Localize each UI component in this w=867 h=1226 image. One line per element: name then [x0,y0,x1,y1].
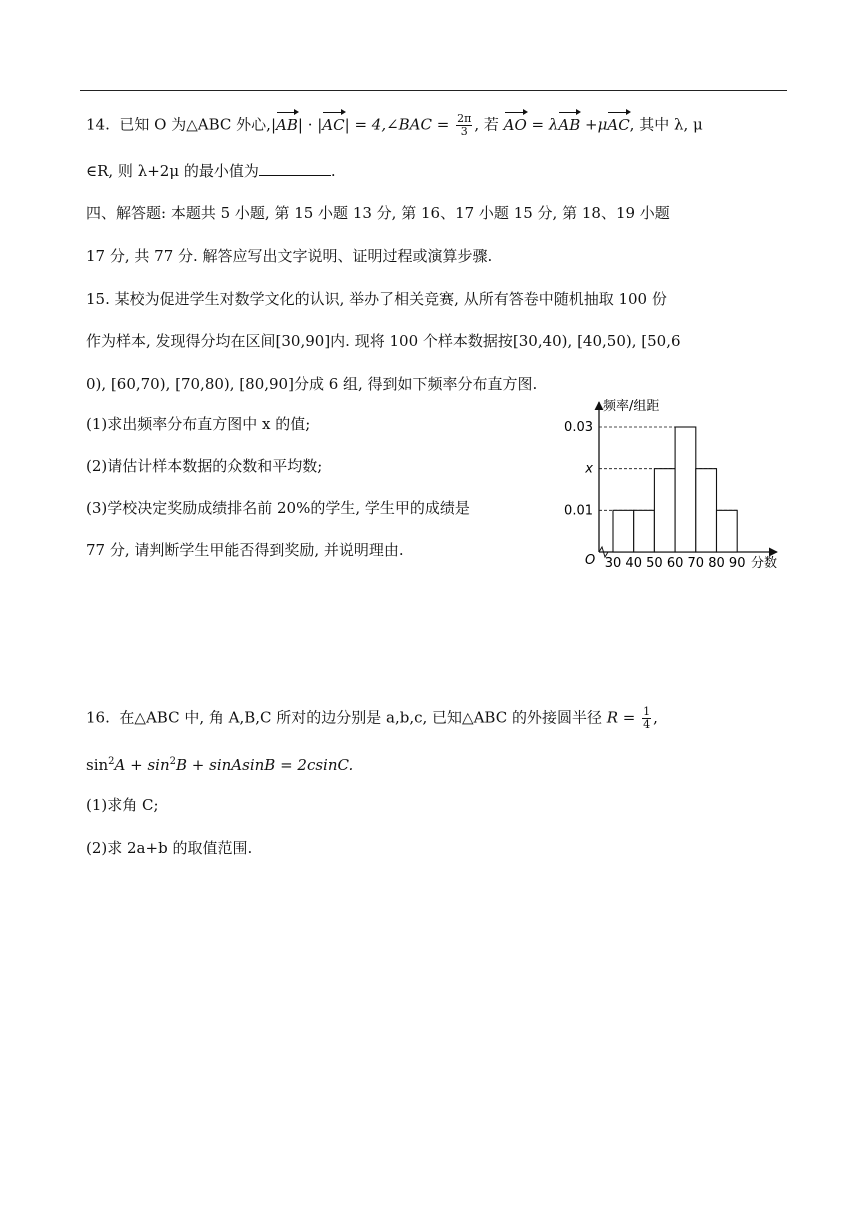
q14-line2-end: . [330,162,336,180]
q15-part3b: 77 分, 请判断学生甲能否得到奖励, 并说明理由. [86,541,404,559]
q16-part2: (2)求 2a+b 的取值范围. [86,839,253,857]
q16-number: 16. [86,708,110,727]
q14-line2 [86,161,336,181]
histogram-bar-5 [717,510,738,552]
q16-eq-mid: A + sin [114,756,170,774]
q16-eq-end: B + sinAsinB = 2csinC. [176,756,354,774]
q16-eq-sq1: 2 [108,756,115,767]
q16-frac-num: 1 [643,705,651,718]
q16-part1: (1)求角 C; [86,796,159,814]
x-tick-label-3: 60 [666,556,684,571]
q14-text-c: , 其中 λ, μ [629,115,703,134]
y-tick-label-0: 0.01 [564,503,593,519]
x-tick-label-2: 50 [646,556,663,571]
q16-r-var: R [606,708,619,727]
histogram-bar-1 [634,510,655,552]
section4-line2: 17 分, 共 77 分. 解答应写出文字说明、证明过程或演算步骤. [86,247,493,265]
x-tick-label-5: 80 [708,556,725,571]
q14-vec-ac-2: AC [607,115,630,134]
q14-number: 14. [86,115,110,134]
q14-frac-num: 2π [457,112,472,125]
q14-frac-den: 3 [460,125,468,138]
q16-frac-den: 4 [643,718,651,731]
q14-fraction [456,113,472,138]
q14-vec-ao: AO [503,115,527,134]
histogram-bar-3 [675,427,696,552]
q14-text-b: , 若 [474,115,504,134]
q14-eq-lambda: = λ [526,115,559,134]
q14-abs-ac: |AC| [317,115,350,134]
x-tick-label-4: 70 [687,556,705,571]
frequency-histogram [555,396,790,576]
y-tick-label-2: 0.03 [564,420,593,435]
y-tick-label-1: x [585,461,593,477]
q16-fraction [642,706,651,731]
q15-line2: 作为样本, 发现得分均在区间[30,90]内. 现将 100 个样本数据按[30,40), [40,50), [50,6 [86,332,681,350]
histogram-bar-2 [654,469,675,552]
q14-vec-ab-1: AB [276,115,298,134]
x-tick-label-0: 30 [604,556,622,571]
q16-eq-sin1: sin [86,756,109,774]
q14-line2-text: ∈R, 则 λ+2μ 的最小值为 [86,162,259,180]
q14-text-a: 已知 O 为△ABC 外心, [119,115,271,134]
q14-answer-blank [259,161,331,176]
x-tick-label-6: 90 [728,556,746,571]
q16-eq-sq2: 2 [169,756,176,767]
q15-line1: 15. 某校为促进学生对数学文化的认识, 举办了相关竞赛, 从所有答卷中随机抽取 100 份 [86,290,667,308]
y-axis-label: 频率/组距 [603,399,660,414]
q14-abs-ab: |AB| [270,115,303,134]
q15-line3: 0), [60,70), [70,80), [80,90]分成 6 组, 得到如下频率分布直方图. [86,375,538,393]
q14-eq4: = 4,∠BAC = [349,115,455,134]
q14-plus-mu: +μ [580,115,608,134]
q14-dot: · [302,115,318,134]
histogram-bar-4 [696,469,717,552]
section4-line1: 四、解答题: 本题共 5 小题, 第 15 小题 13 分, 第 16、17 小题 15 分, 第 18、19 小题 [86,204,670,222]
q14-vec-ab-2: AB [558,115,581,134]
q16-r-eq: = [618,708,641,727]
q16-comma: , [653,708,658,727]
q15-part3a: (3)学校决定奖励成绩排名前 20%的学生, 学生甲的成绩是 [86,499,470,517]
q16-text: 在△ABC 中, 角 A,B,C 所对的边分别是 a,b,c, 已知△ABC 的外接圆半径 [119,708,607,727]
q15-part2: (2)请估计样本数据的众数和平均数; [86,457,323,475]
q14-vec-ac-1: AC [322,115,345,134]
x-tick-label-1: 40 [625,556,642,571]
origin-label: O [585,553,596,568]
q16-equation [86,752,353,775]
q16-line1 [86,706,658,731]
q15-part1: (1)求出频率分布直方图中 x 的值; [86,415,311,433]
x-axis-label: 分数 [751,556,778,571]
q14-line1 [86,113,703,138]
top-rule [80,90,787,91]
histogram-bar-0 [613,510,634,552]
